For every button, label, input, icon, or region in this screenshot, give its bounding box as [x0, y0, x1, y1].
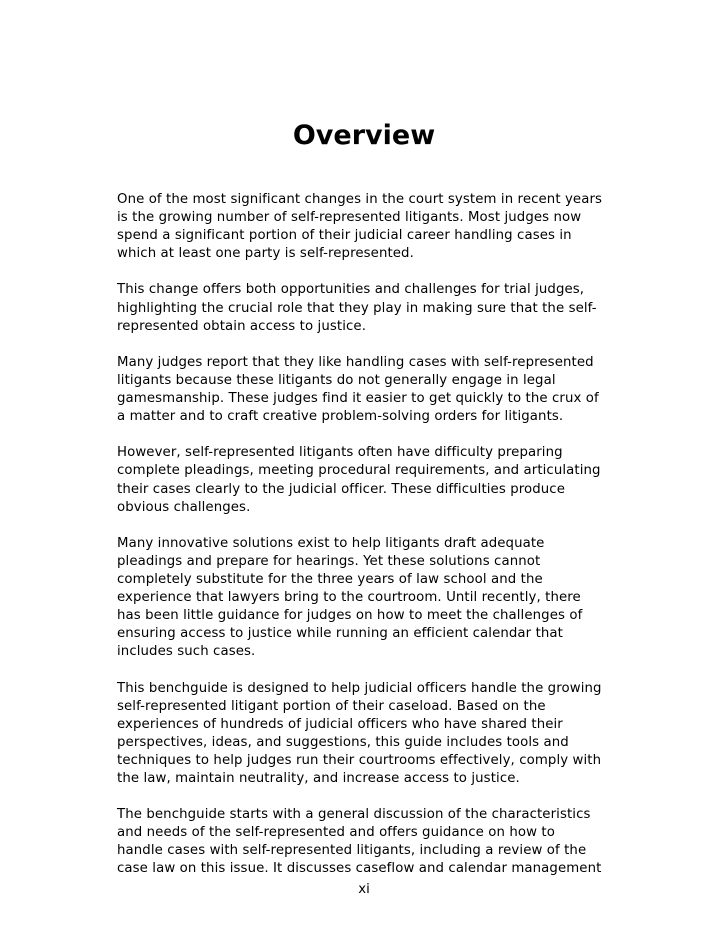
- text-line: represented obtain access to justice.: [117, 318, 367, 334]
- text-line: is the growing number of self-represented litigants. Most judges now: [117, 210, 582, 226]
- text-line: completely substitute for the three years of law school and the: [117, 571, 543, 587]
- text-line: The benchguide starts with a general discussion of the characteristics: [117, 807, 591, 823]
- text-line: However, self-represented litigants often have difficulty preparing: [117, 445, 563, 461]
- text-line: highlighting the crucial role that they play in making sure that the self-: [117, 300, 597, 316]
- text-line: Many judges report that they like handling cases with self-represented: [117, 354, 594, 370]
- text-line: spend a significant portion of their judicial career handling cases in: [117, 228, 572, 244]
- text-line: gamesmanship. These judges find it easier to get quickly to the crux of: [117, 391, 599, 407]
- body-text: [117, 191, 637, 897]
- text-line: their cases clearly to the judicial officer. These difficulties produce: [117, 481, 565, 497]
- text-line: self-represented litigant portion of their caseload. Based on the: [117, 698, 546, 714]
- text-line: experience that lawyers bring to the courtroom. Until recently, there: [117, 590, 581, 606]
- text-line: the law, maintain neutrality, and increase access to justice.: [117, 771, 520, 786]
- text-line: This change offers both opportunities and challenges for trial judges,: [117, 282, 585, 298]
- text-line: perspectives, ideas, and suggestions, this guide includes tools and: [117, 734, 569, 750]
- text-line: case law on this issue. It discusses caseflow and calendar management: [117, 861, 602, 877]
- text-line: and needs of the self-represented and offers guidance on how to: [117, 825, 555, 841]
- text-line: Many innovative solutions exist to help litigants draft adequate: [117, 535, 545, 551]
- text-line: has been little guidance for judges on how to meet the challenges of: [117, 608, 583, 624]
- text-line: techniques to help judges run their courtrooms effectively, comply with: [117, 752, 602, 768]
- paragraph-2: [117, 281, 637, 335]
- text-line: One of the most significant changes in the court system in recent years: [117, 192, 603, 207]
- paragraph-6: [117, 680, 637, 789]
- text-line: experiences of hundreds of judicial officers who have shared their: [117, 716, 563, 732]
- paragraph-3: [117, 354, 637, 426]
- page-title: Overview: [292, 120, 436, 151]
- text-line: obvious challenges.: [117, 499, 251, 515]
- paragraph-4: [117, 444, 637, 516]
- text-line: includes such cases.: [117, 644, 256, 660]
- text-line: This benchguide is designed to help judicial officers handle the growing: [117, 680, 602, 696]
- paragraph-1: [117, 191, 637, 263]
- text-line: handle cases with self-represented litigants, including a review of the: [117, 843, 587, 859]
- text-line: which at least one party is self-represented.: [117, 246, 414, 262]
- paragraph-5: [117, 535, 637, 662]
- paragraph-7: [117, 806, 637, 878]
- text-line: ensuring access to justice while running an efficient calendar that: [117, 626, 563, 642]
- text-line: complete pleadings, meeting procedural requirements, and articulating: [117, 463, 601, 479]
- page-number: xi: [358, 882, 370, 897]
- text-line: litigants because these litigants do not generally engage in legal: [117, 372, 556, 388]
- text-line: pleadings and prepare for hearings. Yet these solutions cannot: [117, 553, 541, 569]
- text-line: a matter and to craft creative problem-solving orders for litigants.: [117, 409, 564, 425]
